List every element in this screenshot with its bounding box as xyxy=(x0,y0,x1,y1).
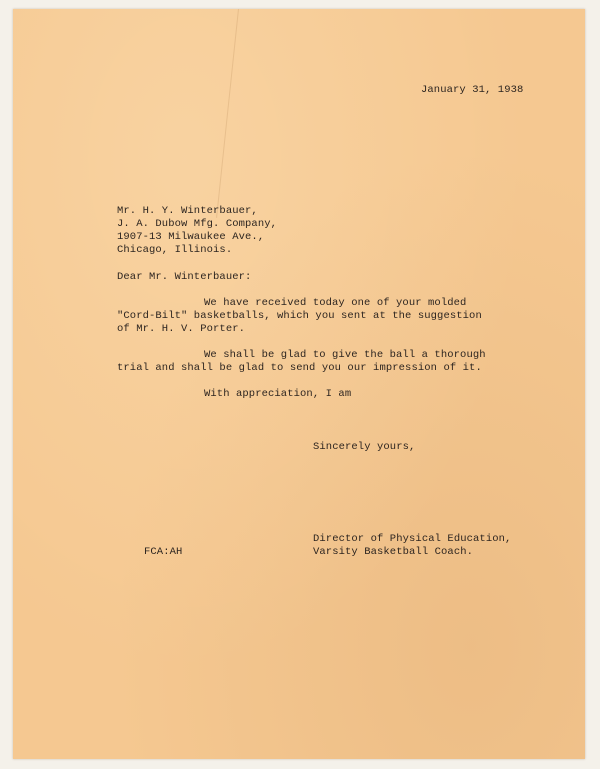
closing: Sincerely yours, xyxy=(313,441,416,453)
paragraph-3: With appreciation, I am xyxy=(204,388,352,400)
signature-title-line-2: Varsity Basketball Coach. xyxy=(313,546,474,558)
recipient-city: Chicago, Illinois. xyxy=(117,244,233,256)
letter-page xyxy=(13,9,585,759)
letter-date: January 31, 1938 xyxy=(421,84,524,96)
recipient-company: J. A. Dubow Mfg. Company, xyxy=(117,218,278,230)
recipient-street: 1907-13 Milwaukee Ave., xyxy=(117,231,265,243)
typist-initials: FCA:AH xyxy=(144,546,183,558)
paragraph-2-line-1: We shall be glad to give the ball a thorough xyxy=(204,349,486,361)
salutation: Dear Mr. Winterbauer: xyxy=(117,271,252,283)
recipient-name: Mr. H. Y. Winterbauer, xyxy=(117,205,258,217)
paper-crease xyxy=(216,9,239,218)
paragraph-1-line-3: of Mr. H. V. Porter. xyxy=(117,323,246,335)
paragraph-2-line-2: trial and shall be glad to send you our impression of it. xyxy=(117,362,482,374)
signature-title-line-1: Director of Physical Education, xyxy=(313,533,512,545)
paragraph-1-line-1: We have received today one of your molded xyxy=(204,297,467,309)
paragraph-1-line-2: "Cord-Bilt" basketballs, which you sent at the suggestion xyxy=(117,310,482,322)
